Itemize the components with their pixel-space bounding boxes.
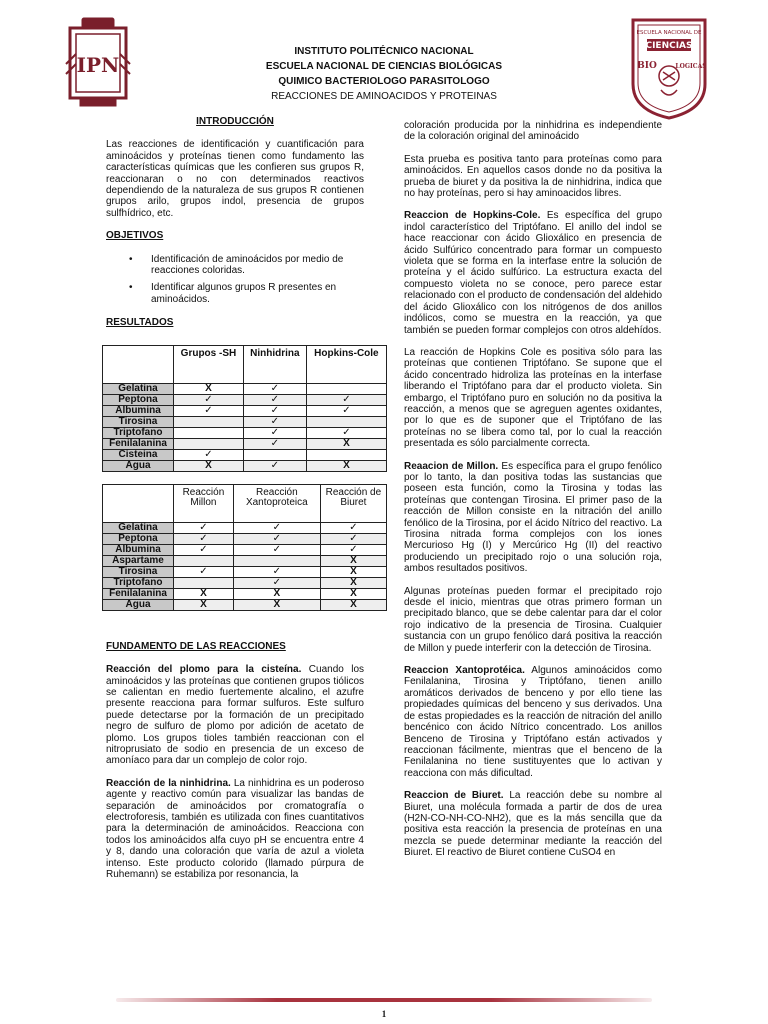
negative-mark: X — [174, 588, 234, 599]
negative-mark: X — [320, 555, 386, 566]
footer-divider — [116, 998, 652, 1002]
svg-text:BIO: BIO — [637, 61, 657, 71]
empty-cell — [233, 555, 320, 566]
ninhidrina-title: Reacción de la ninhidrina. — [106, 777, 231, 789]
positive-mark: ✓ — [233, 533, 320, 544]
results-table-2 — [102, 484, 387, 611]
table-row — [103, 438, 387, 449]
row-label: Triptofano — [103, 577, 174, 588]
negative-mark: X — [174, 599, 234, 610]
ninhidrina-positive: Esta prueba es positiva tanto para proteínas como para aminoácidos. En aquellos casos donde no da positiva la prueba de biuret y da positiva la de ninhidrina, indica que no hay proteínas, pero si hay aminoacidos libres. — [404, 153, 662, 200]
document-header — [150, 44, 618, 104]
biuret-text: La reacción debe su nombre al Biuret, una molécula formada a partir de dos de urea (H2N-CO-NH-CO-NH2), que es la más sencilla que da positiva esta reacción la presencia de proteínas en una mezcla se puede determinar mediante la reacción del Biuret. El reactivo de Biuret contiene CuSO4 en — [404, 790, 662, 859]
positive-mark: ✓ — [174, 544, 234, 555]
svg-text:ESCUELA NACIONAL DE: ESCUELA NACIONAL DE — [636, 30, 702, 36]
row-label: Tirosina — [103, 566, 174, 577]
column-header: Ninhidrina — [243, 345, 306, 383]
column-header: Reacción de Biuret — [320, 484, 386, 522]
millon-paragraph — [404, 461, 662, 575]
positive-mark: ✓ — [233, 544, 320, 555]
row-label: Gelatina — [103, 522, 174, 533]
positive-mark: ✓ — [174, 533, 234, 544]
ninhidrina-continuation: coloración producida por la ninhidrina es independiente de la coloración original del aminoácido — [404, 120, 662, 143]
table-row — [103, 577, 387, 588]
table-row — [103, 544, 387, 555]
empty-cell — [306, 383, 386, 394]
empty-cell — [306, 449, 386, 460]
positive-mark: ✓ — [306, 427, 386, 438]
empty-cell — [243, 449, 306, 460]
biuret-paragraph — [404, 790, 662, 858]
svg-text:CIENCIAS: CIENCIAS — [645, 41, 693, 51]
row-label: Triptofano — [103, 427, 174, 438]
hopkins-title: Reaccion de Hopkins-Cole. — [404, 210, 541, 222]
hopkins-text: Es específica del grupo indol característico del Triptófano. El anillo del indol se hace reaccionar con ácido Glioxálico en presencia de ácido Sulfúrico concentrado para formar un compuesto violeta que se forma en la interfase entre la solución de proteína y el ácido sulfúrico. La estructura exacta del compuesto violeta no se conoce, pero parece estar relacionado con el producto de condensación del aldehido del ácido Glioxálico con los nitrógenos de dos anillos indólicos, como se muestra en la reacción, ya que también se pueden formar complejos con otros aldehídos. — [404, 210, 662, 336]
ninhidrina-text: La ninhidrina es un poderoso agente y reactivo común para visualizar las bandas de separación de aminoácidos por cromatografía o electroforesis, también es utilizada con fines cuantitativos para la determinación de aminoácidos. Reacciona con todos los aminoácidos alfa cuyo pH se encuentra entre 4 y 8, dando una coloración que varía de azul a violeta intenso. Este producto colorido (llamado púrpura de Ruhemann) se estabiliza por resonancia, la — [106, 777, 365, 880]
xanto-text: Algunos aminoácidos como Fenilalanina, Tirosina y Triptófano, tienen anillo aromáticos derivados de benceno y por ello tiene las propiedades químicas del benceno y sus derivados. Una de estas propiedades es la reacción de nitración del anillo bencénico con ácido Nítrico concentrado. Los anillos Benceno de Tirosina y Triptófano están activados y reaccionan fácilmente, mientras que el benceno de la Fenilalanina no tiene sustituyentes que lo activan y reacciona con más dificultad. — [404, 665, 662, 779]
negative-mark: X — [320, 599, 386, 610]
positive-mark: ✓ — [243, 416, 306, 427]
table-row — [103, 599, 387, 610]
millon-paragraph-2: Algunas proteínas pueden formar el precipitado rojo desde el inicio, mientras que otras primero forman un precipitado blanco, que se debe calentar para dar el color rojo indicativo de la presencia de Tirosina. Cualquier sustancia con un grupo fenólico dará positiva la reacción de Millon y puede interferir con la detección de Tirosina. — [404, 585, 662, 654]
page-number: 1 — [381, 1009, 387, 1019]
positive-mark: ✓ — [233, 522, 320, 533]
table-row — [103, 566, 387, 577]
positive-mark: ✓ — [243, 438, 306, 449]
row-label: Fenilalanina — [103, 438, 174, 449]
empty-cell — [174, 427, 244, 438]
table-corner — [103, 345, 174, 383]
positive-mark: ✓ — [174, 522, 234, 533]
right-column — [404, 120, 662, 870]
results-table-1 — [102, 345, 387, 472]
row-label: Gelatina — [103, 383, 174, 394]
negative-mark: X — [174, 460, 244, 471]
millon-text: Es específica para el grupo fenólico por lo tanto, la dan positiva todas las sustancias que poseen esta función, como la Tirosina y todas las proteínas que contengan Tirosina. El primer paso de la reacción de Millon consiste en la nitración del anillo fenólico de la Tirosina, por el ácido Nítrico del reactivo. La Tirosina nitrada forma complejos con los iones Mercurioso Hg (I) y Mercúrico Hg (II) del reactivo produciendo un precipitado rojo o una solución roja, ambos resultados positivos. — [404, 460, 662, 575]
xanto-paragraph — [404, 665, 662, 779]
svg-text:IPN: IPN — [76, 53, 120, 77]
row-label: Peptona — [103, 533, 174, 544]
column-header: Hopkins-Cole — [306, 345, 386, 383]
table-row — [103, 416, 387, 427]
row-label: Cisteina — [103, 449, 174, 460]
encb-logo — [627, 14, 711, 120]
row-label: Albumina — [103, 544, 174, 555]
hopkins-paragraph-2: La reacción de Hopkins Cole es positiva sólo para las proteínas que contienen Triptófano. Se supone que el ácido concentrado hidroliza las proteínas en la interfase liberando el Triptófano para dar el producto violeta. Sin embargo, el Triptófano puro en solución no da positiva la reacción, a menos que se agreguen agentes oxidantes, por lo que es de suponer que el Triptófano de las proteínas no se libera como tal, por lo cual la reacción presentada es sólo parcialmente correcta. — [404, 346, 662, 450]
positive-mark: ✓ — [243, 427, 306, 438]
positive-mark: ✓ — [320, 544, 386, 555]
negative-mark: X — [233, 588, 320, 599]
table-row — [103, 394, 387, 405]
positive-mark: ✓ — [320, 533, 386, 544]
intro-text: Las reacciones de identificación y cuantificación para aminoácidos y proteínas tienen como fundamento las características químicas que les confieren sus grupos R, reaccionaran o no con determinados reactivos dependiendo de la naturaleza de sus grupos R contienen grupos arilo, grupos indol, presencia de grupos sulfhídrico, etc. — [106, 139, 364, 219]
table-row — [103, 405, 387, 416]
row-label: Fenilalanina — [103, 588, 174, 599]
ninhidrina-paragraph — [106, 778, 364, 881]
plomo-title: Reacción del plomo para la cisteína. — [106, 664, 302, 676]
school-name: ESCUELA NACIONAL DE CIENCIAS BIOLÓGICAS — [265, 61, 503, 72]
row-label: Albumina — [103, 405, 174, 416]
objective-item: • Identificar algunos grupos R presentes en aminoácidos. — [151, 282, 364, 305]
ipn-logo — [62, 14, 134, 110]
negative-mark: X — [233, 599, 320, 610]
empty-cell — [306, 416, 386, 427]
table-row — [103, 427, 387, 438]
table-row — [103, 522, 387, 533]
table-row — [103, 449, 387, 460]
plomo-text: Cuando los aminoácidos y las proteínas que contienen grupos tiólicos se calientan en medio fuertemente alcalino, el azufre presente reacciona para formar sulfuros. Este sulfuro puede detectarse por la formación de un precipitado negro de sulfuro de plomo por adición de acetato de plomo. Los grupos tioles también reaccionan con el nitroprusiato de sodio en presencia de un exceso de amoníaco para dar un complejo de color rojo. — [106, 664, 365, 767]
negative-mark: X — [306, 460, 386, 471]
empty-cell — [174, 416, 244, 427]
plomo-paragraph — [106, 664, 364, 767]
left-column — [106, 116, 382, 891]
positive-mark: ✓ — [174, 449, 244, 460]
xanto-title: Reaccion Xantoprotéica. — [404, 665, 525, 677]
negative-mark: X — [320, 588, 386, 599]
career-name: QUIMICO BACTERIOLOGO PARASITOLOGO — [278, 76, 490, 87]
empty-cell — [174, 555, 234, 566]
row-label: Aspartame — [103, 555, 174, 566]
intro-heading: INTRODUCCIÓN — [196, 116, 274, 127]
positive-mark: ✓ — [243, 394, 306, 405]
objective-item: • Identificación de aminoácidos por medio de reacciones coloridas. — [151, 254, 364, 277]
positive-mark: ✓ — [233, 577, 320, 588]
positive-mark: ✓ — [174, 566, 234, 577]
table-row — [103, 588, 387, 599]
table-corner — [103, 484, 174, 522]
column-header: Reacción Xantoproteica — [233, 484, 320, 522]
fundamentos-heading: FUNDAMENTO DE LAS REACCIONES — [106, 640, 286, 652]
table-row — [103, 383, 387, 394]
institute-name: INSTITUTO POLITÉCNICO NACIONAL — [294, 46, 474, 57]
row-label: Tirosina — [103, 416, 174, 427]
millon-title: Reaacion de Millon. — [404, 460, 499, 472]
positive-mark: ✓ — [243, 405, 306, 416]
empty-cell — [174, 577, 234, 588]
negative-mark: X — [320, 566, 386, 577]
svg-text:LOGICAS: LOGICAS — [675, 63, 707, 70]
table-row — [103, 555, 387, 566]
results-heading: RESULTADOS — [106, 317, 174, 329]
positive-mark: ✓ — [306, 394, 386, 405]
empty-cell — [174, 438, 244, 449]
positive-mark: ✓ — [233, 566, 320, 577]
objectives-list — [106, 254, 364, 306]
negative-mark: X — [306, 438, 386, 449]
positive-mark: ✓ — [174, 405, 244, 416]
row-label: Agua — [103, 460, 174, 471]
negative-mark: X — [320, 577, 386, 588]
document-title: REACCIONES DE AMINOACIDOS Y PROTEINAS — [271, 91, 497, 102]
column-header: Grupos -SH — [174, 345, 244, 383]
positive-mark: ✓ — [243, 383, 306, 394]
positive-mark: ✓ — [243, 460, 306, 471]
negative-mark: X — [174, 383, 244, 394]
row-label: Agua — [103, 599, 174, 610]
objectives-heading: OBJETIVOS — [106, 230, 164, 242]
hopkins-paragraph — [404, 210, 662, 335]
row-label: Peptona — [103, 394, 174, 405]
positive-mark: ✓ — [320, 522, 386, 533]
column-header: Reacción Millon — [174, 484, 234, 522]
positive-mark: ✓ — [174, 394, 244, 405]
table-row — [103, 533, 387, 544]
positive-mark: ✓ — [306, 405, 386, 416]
biuret-title: Reaccion de Biuret. — [404, 790, 504, 802]
table-row — [103, 460, 387, 471]
